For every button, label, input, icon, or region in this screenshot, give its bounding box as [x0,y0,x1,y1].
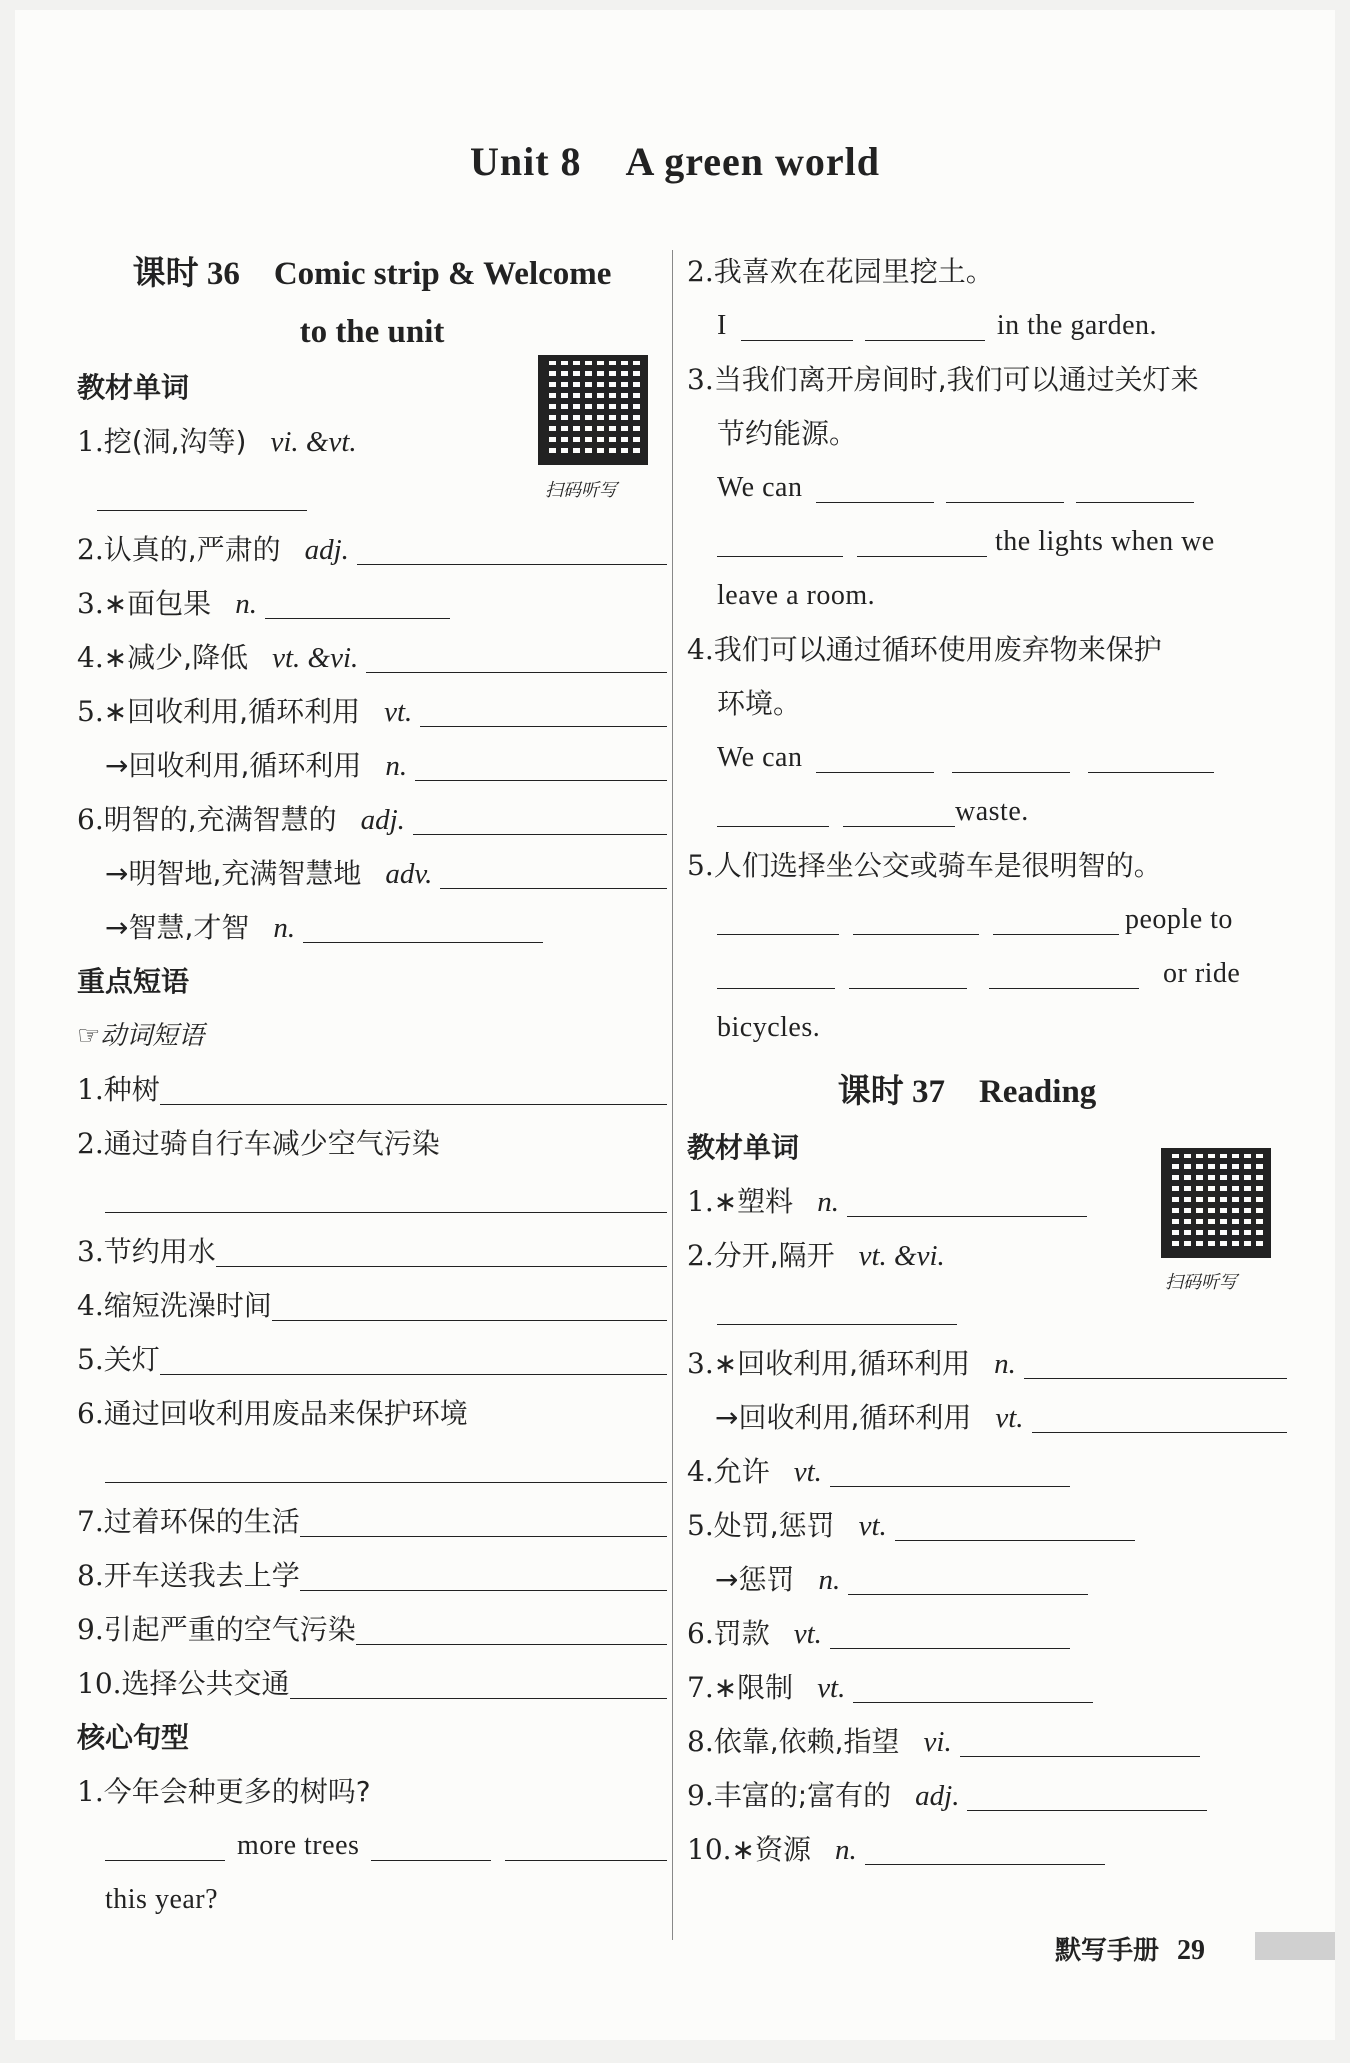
vocab-num: 6. [77,803,104,836]
vocab-pos: vt. [384,696,413,728]
vocab-num: 2. [687,1239,714,1272]
sentence-text: this year? [105,1884,219,1915]
sentence-item [687,353,1287,407]
phrase-num: 4. [77,1289,104,1322]
sentence-text: waste. [955,796,1029,827]
vocab-item [77,631,667,685]
vocab-pos: vt. &vi. [858,1240,945,1272]
sentence-text: or ride [1163,958,1241,989]
vocab-pos: vt. [858,1510,887,1542]
sentence-zh: 我喜欢在花园里挖土。 [713,255,994,288]
phrase-item [77,1063,667,1117]
answer-blank[interactable] [853,934,979,935]
phrase-item [77,1603,667,1657]
vocab-pos: adj. [360,804,405,836]
vocab-pos: vt. [793,1456,822,1488]
sentence-item [687,623,1287,677]
answer-blank[interactable] [717,826,829,827]
sentence-line [687,461,1287,515]
column-divider [672,250,673,1940]
answer-blank[interactable] [272,1320,667,1321]
vocab-item [77,577,667,631]
sentence-text: more trees [237,1830,360,1861]
sentence-zh: 当我们离开房间时,我们可以通过关灯来 [713,363,1199,396]
answer-blank[interactable] [357,564,667,565]
phrase-num: 2. [77,1127,104,1160]
answer-blank[interactable] [960,1756,1200,1757]
qr-code-left[interactable] [538,355,648,465]
answer-blank[interactable] [356,1644,667,1645]
vocab-pos: n. [235,588,257,620]
vocab-num: 7. [687,1671,714,1704]
vocab-item [77,739,667,793]
vocab-item [687,1607,1287,1661]
answer-blank[interactable] [993,934,1119,935]
vocab-num: 6. [687,1617,714,1650]
sentence-line [687,893,1287,947]
phrases-heading: 重点短语 [77,965,190,998]
lesson-37-title: Reading [978,1074,1097,1110]
vocab-zh: 挖(洞,沟等) [103,425,247,458]
answer-blank[interactable] [895,1540,1135,1541]
phrases-subheading: ☞动词短语 [77,1021,205,1051]
phrase-zh: 引起严重的空气污染 [103,1613,356,1646]
vocab-num: 8. [687,1725,714,1758]
answer-blank[interactable] [1024,1378,1287,1379]
lesson-36-title-line1: Comic strip & Welcome [273,256,612,292]
right-column [687,245,1287,1877]
sentence-line [687,569,1287,623]
vocab-num: 10. [687,1833,732,1866]
vocab-item [687,1337,1287,1391]
sentence-text: people to [1125,904,1233,935]
sentence-text: I [717,310,727,341]
sentence-line [687,407,1287,461]
phrase-zh: 通过回收利用废品来保护环境 [103,1397,468,1430]
phrase-item [77,1549,667,1603]
answer-blank[interactable] [300,1590,667,1591]
vocab-zh: ∗塑料 [713,1185,794,1218]
vocab-zh: ∗面包果 [103,587,212,620]
phrase-item [77,1225,667,1279]
qr-label: 扫码听写 [545,480,617,501]
sentence-zh: 我们可以通过循环使用废弃物来保护 [713,633,1162,666]
answer-blank[interactable] [290,1698,667,1699]
vocab-pos: n. [818,1564,841,1596]
answer-blank[interactable] [865,1864,1105,1865]
lesson-36-title-line2: to the unit [299,314,445,350]
vocab-zh: →明智地,充满智慧地 [105,857,362,890]
phrase-num: 10. [77,1667,122,1700]
answer-blank[interactable] [946,502,1064,503]
vocab-item [687,1769,1287,1823]
phrase-num: 7. [77,1505,104,1538]
vocab-pos: n. [273,912,296,944]
vocab-pos: n. [835,1834,857,1866]
vocab-zh: ∗回收利用,循环利用 [103,695,361,728]
sentence-line [77,1873,667,1927]
vocab-item [687,1661,1287,1715]
vocab-zh: →回收利用,循环利用 [105,749,362,782]
vocab-item [77,901,667,955]
sentence-text: We can [717,472,803,503]
vocab-num: 1. [687,1185,714,1218]
answer-blank[interactable] [741,340,853,341]
answer-blank[interactable] [843,826,955,827]
page-footer [1055,1930,1205,1967]
answer-blank[interactable] [105,1212,667,1213]
vocab-item [77,847,667,901]
phrase-item [77,1495,667,1549]
vocab-heading: 教材单词 [687,1131,800,1164]
unit-title [15,138,1335,185]
answer-blank[interactable] [816,502,934,503]
phrase-item [77,1333,667,1387]
vocab-pos: adj. [304,534,349,566]
vocab-item [77,685,667,739]
qr-label: 扫码听写 [1165,1272,1237,1293]
lesson-37-heading [687,1063,1287,1121]
phrase-zh: 选择公共交通 [121,1667,290,1700]
workbook-page [15,10,1335,2040]
phrase-item [77,1657,667,1711]
phrase-zh: 过着环保的生活 [103,1505,300,1538]
vocab-item [687,1445,1287,1499]
sentence-line [687,947,1287,1001]
answer-blank[interactable] [413,834,667,835]
vocab-item [77,523,667,577]
phrase-zh: 通过骑自行车减少空气污染 [103,1127,440,1160]
qr-code-right[interactable] [1161,1148,1271,1258]
vocab-item [687,1823,1287,1877]
phrase-zh: 缩短洗澡时间 [103,1289,272,1322]
vocab-num: 4. [77,641,104,674]
vocab-item [687,1553,1287,1607]
sentence-zh: 人们选择坐公交或骑车是很明智的。 [713,849,1162,882]
answer-blank[interactable] [1088,772,1214,773]
sentence-num: 2. [687,255,714,288]
answer-blank[interactable] [160,1104,667,1105]
answer-blank[interactable] [216,1266,667,1267]
sentence-num: 5. [687,849,714,882]
vocab-zh: →智慧,才智 [105,911,250,944]
book-name: 默写手册 [1055,1936,1160,1966]
answer-blank[interactable] [830,1648,1070,1649]
lesson-36-number: 课时 36 [132,256,240,292]
sentence-text: leave a room. [717,580,876,611]
vocab-item [687,1391,1287,1445]
answer-blank[interactable] [857,556,987,557]
vocab-pos: vt. [817,1672,846,1704]
vocab-num: 3. [77,587,104,620]
vocab-pos: adj. [915,1780,960,1812]
sentence-zh: 今年会种更多的树吗? [103,1775,371,1808]
vocab-pos: n. [994,1348,1016,1380]
phrase-zh: 关灯 [103,1343,160,1376]
answer-blank[interactable] [105,1860,225,1861]
answer-blank[interactable] [1032,1432,1287,1433]
answer-blank[interactable] [849,988,967,989]
sentence-num: 4. [687,633,714,666]
answer-blank[interactable] [853,1702,1093,1703]
answer-blank[interactable] [420,726,667,727]
sentence-num: 1. [77,1775,104,1808]
sentence-text: bicycles. [717,1012,821,1043]
vocab-num: 2. [77,533,104,566]
vocab-num: 4. [687,1455,714,1488]
sentence-text: in the garden. [996,310,1157,341]
phrase-num: 3. [77,1235,104,1268]
vocab-item [687,1499,1287,1553]
phrase-line [77,1171,667,1225]
answer-blank[interactable] [300,1536,667,1537]
sentences-heading: 核心句型 [77,1721,190,1754]
answer-blank[interactable] [415,780,667,781]
phrase-zh: 种树 [103,1073,160,1106]
answer-blank[interactable] [865,340,985,341]
phrase-item [77,1387,667,1441]
vocab-num: 3. [687,1347,714,1380]
vocab-zh: 明智的,充满智慧的 [103,803,337,836]
answer-blank[interactable] [717,556,843,557]
sentence-zh: 节约能源。 [717,417,858,450]
phrase-item [77,1117,667,1171]
unit-name: A green world [625,139,881,184]
vocab-zh: →回收利用,循环利用 [715,1401,972,1434]
vocab-zh: 罚款 [713,1617,770,1650]
answer-blank[interactable] [371,1860,491,1861]
sentence-item [77,1765,667,1819]
phrase-num: 1. [77,1073,104,1106]
vocab-zh: 处罚,惩罚 [713,1509,835,1542]
sentence-text: We can [717,742,803,773]
phrase-item [77,1279,667,1333]
answer-blank[interactable] [303,942,543,943]
vocab-num: 5. [77,695,104,728]
sentence-zh: 环境。 [717,687,802,720]
sentence-line [687,677,1287,731]
vocab-zh: 丰富的;富有的 [713,1779,892,1812]
vocab-zh: ∗限制 [713,1671,794,1704]
unit-number: Unit 8 [469,139,582,184]
vocab-num: 5. [687,1509,714,1542]
sentence-line [687,731,1287,785]
answer-blank[interactable] [967,1810,1207,1811]
vocab-item [77,793,667,847]
answer-blank[interactable] [848,1594,1088,1595]
answer-blank[interactable] [717,934,839,935]
answer-blank[interactable] [97,510,307,511]
vocab-zh: ∗回收利用,循环利用 [713,1347,971,1380]
sentence-line [77,1819,667,1873]
answer-blank[interactable] [847,1216,1087,1217]
vocab-zh: ∗减少,降低 [103,641,249,674]
answer-blank[interactable] [717,1324,957,1325]
answer-blank[interactable] [830,1486,1070,1487]
answer-blank[interactable] [505,1860,667,1861]
phrase-zh: 节约用水 [103,1235,216,1268]
sentence-line [687,515,1287,569]
phrase-num: 6. [77,1397,104,1430]
answer-blank[interactable] [1076,502,1194,503]
answer-blank[interactable] [440,888,667,889]
phrase-num: 8. [77,1559,104,1592]
vocab-zh: 依靠,依赖,指望 [713,1725,900,1758]
sentence-line [687,1001,1287,1055]
sentence-line [687,785,1287,839]
answer-blank[interactable] [160,1374,667,1375]
lesson-36-heading [77,245,667,303]
vocab-zh: 认真的,严肃的 [103,533,281,566]
vocab-pos: vi. &vt. [270,426,357,458]
lesson-37-number: 课时 37 [837,1074,945,1110]
vocab-num: 1. [77,425,104,458]
vocab-pos: vt. [793,1618,822,1650]
vocab-pos: vt. [995,1402,1024,1434]
answer-blank[interactable] [989,988,1139,989]
vocab-heading: 教材单词 [77,371,190,404]
sentence-item [687,839,1287,893]
answer-blank[interactable] [717,988,835,989]
vocab-zh: 允许 [713,1455,770,1488]
vocab-pos: n. [385,750,408,782]
sentence-num: 3. [687,363,714,396]
phrase-num: 5. [77,1343,104,1376]
vocab-pos: vt. &vi. [272,642,359,674]
vocab-zh: 分开,隔开 [713,1239,835,1272]
page-number: 29 [1177,1935,1206,1966]
vocab-zh: ∗资源 [731,1833,811,1866]
answer-blank[interactable] [952,772,1070,773]
footer-decoration [1255,1932,1335,1960]
phrase-line [77,1441,667,1495]
sentence-item [687,245,1287,299]
vocab-pos: adv. [385,858,433,890]
answer-blank[interactable] [105,1482,667,1483]
answer-blank[interactable] [265,618,450,619]
vocab-pos: vi. [923,1726,952,1758]
phrase-num: 9. [77,1613,104,1646]
sentence-line [687,299,1287,353]
vocab-item [687,1715,1287,1769]
answer-blank[interactable] [816,772,934,773]
sentence-text: the lights when we [995,526,1215,557]
vocab-num: 9. [687,1779,714,1812]
answer-blank[interactable] [366,672,667,673]
vocab-zh: →惩罚 [715,1563,795,1596]
phrase-zh: 开车送我去上学 [103,1559,300,1592]
vocab-pos: n. [817,1186,839,1218]
